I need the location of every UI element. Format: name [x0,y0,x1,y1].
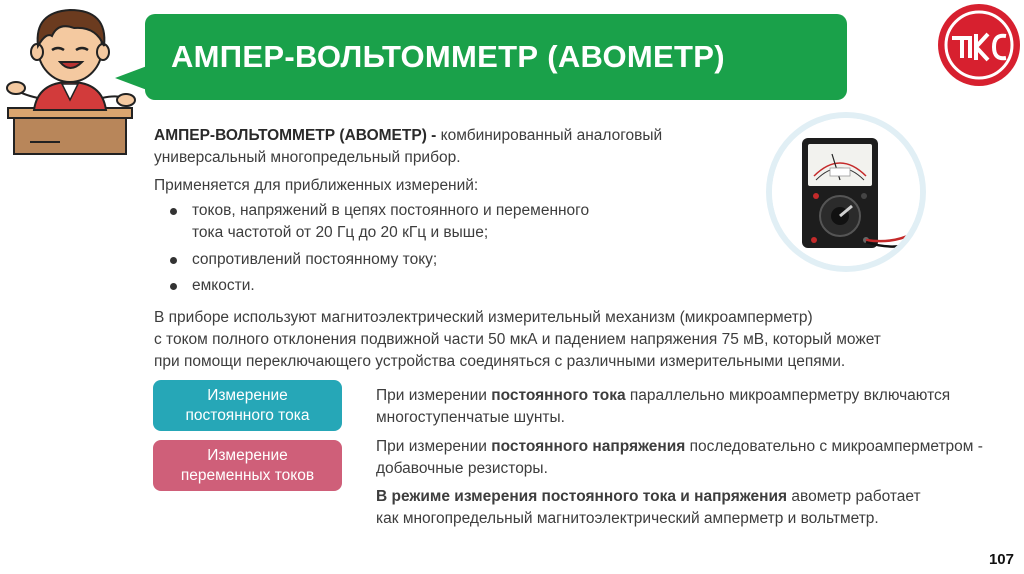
note-bold: постоянного тока [491,387,626,404]
mechanism-line: с током полного отклонения подвижной части 50 мкА и падением напряжения 75 мВ, который может [154,331,881,348]
note-text: параллельно микроамперметру включаются [625,387,951,404]
bullet-text: сопротивлений постоянному току; [192,251,438,268]
mechanism-paragraph [154,307,894,373]
intro-paragraph [154,125,754,169]
ac-measurement-label [153,440,342,491]
pill-line: переменных токов [180,466,315,484]
pill-line: Измерение [207,446,288,464]
note-text: При измерении [376,438,492,455]
college-logo-icon [936,2,1022,88]
title-banner [145,14,847,100]
note-bold: В режиме измерения постоянного тока и напряжения [376,488,788,505]
bullet-line: тока частотой от 20 Гц до 20 кГц и выше; [192,224,489,241]
intro-line1: комбинированный аналоговый [436,127,663,144]
note-text: многоступенчатые шунты. [376,409,565,426]
list-item [170,275,650,297]
pill-line: Измерение [207,386,288,404]
note-text: авометр работает [787,488,921,505]
intro-line2: универсальный многопредельный прибор. [154,149,461,166]
bullet-dot [170,208,177,215]
page-title: АМПЕР-ВОЛЬТОММЕТР (АВОМЕТР) [171,39,725,74]
usage-heading: Применяется для приближенных измерений: [154,177,479,194]
mechanism-line: В приборе используют магнитоэлектрический измерительный механизм (микроамперметр) [154,309,813,326]
note-dc-voltage [376,436,996,480]
bullet-text: емкости. [192,277,255,294]
list-item [170,200,650,244]
dc-measurement-label [153,380,342,431]
pill-line: постоянного тока [185,406,310,424]
page-number: 107 [988,551,1014,568]
multimeter-photo [772,118,920,266]
note-text: последовательно с микроамперметром - [685,438,983,455]
mechanism-line: при помощи переключающего устройства соединяться с различными измерительными цепями. [154,353,846,370]
bullet-line: токов, напряжений в цепях постоянного и переменного [192,202,590,219]
multimeter-image [766,112,926,272]
bullet-dot [170,283,177,290]
note-text: добавочные резисторы. [376,460,548,477]
bullet-dot [170,257,177,264]
note-text: При измерении [376,387,492,404]
note-bold: постоянного напряжения [491,438,686,455]
bullet-text [192,200,589,244]
term-bold: АМПЕР-ВОЛЬТОММЕТР (АВОМЕТР) - [154,127,437,144]
note-dc-current [376,385,996,429]
note-text: как многопредельный магнитоэлектрический амперметр и вольтметр. [376,510,879,527]
note-dc-mode [376,486,996,530]
list-item [170,249,650,271]
